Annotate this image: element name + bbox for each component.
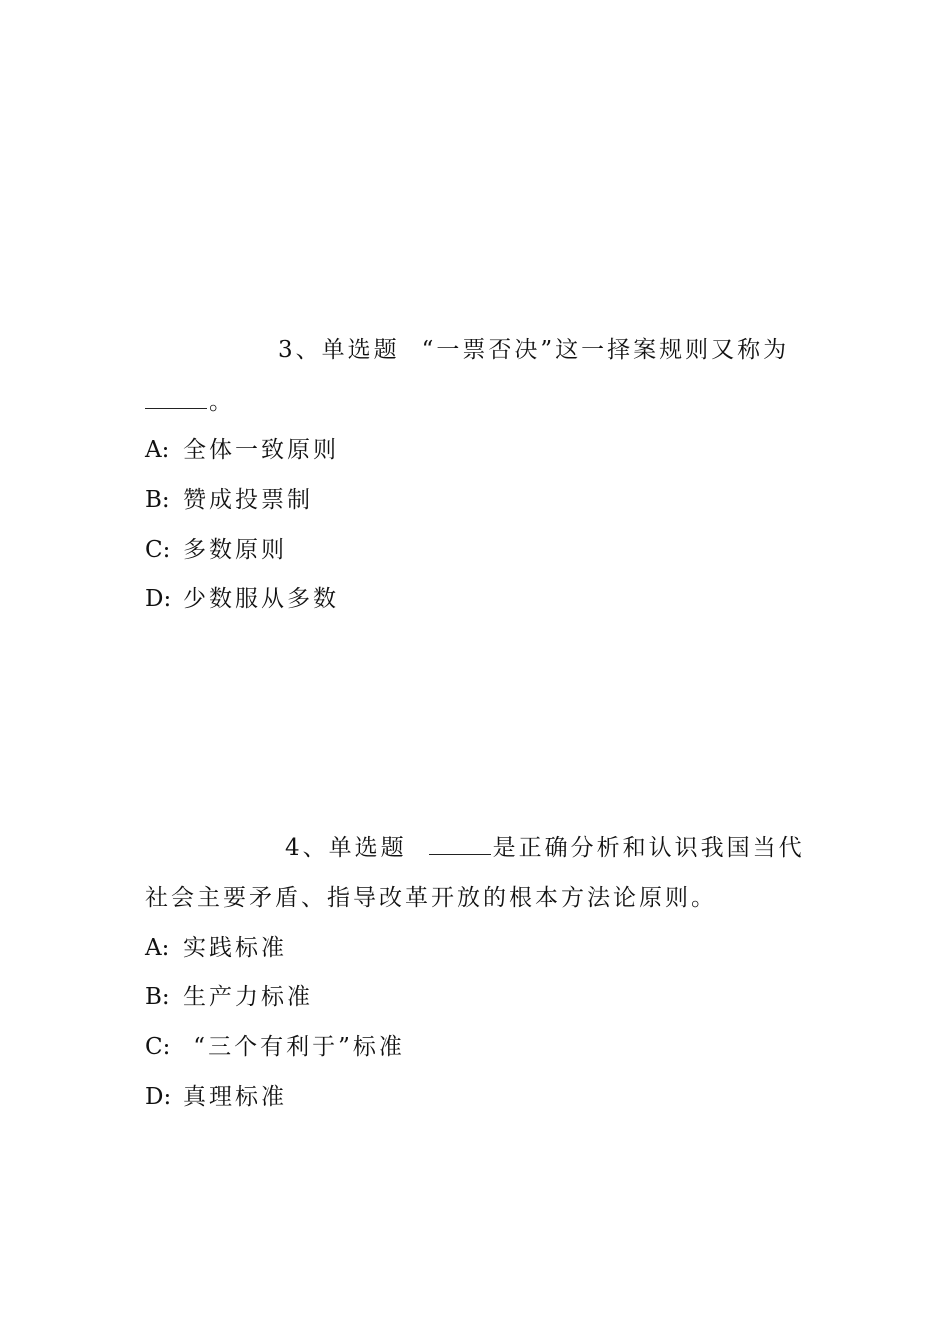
option-letter: A:: [145, 437, 170, 463]
question-number: 3、: [278, 337, 322, 363]
option-c: [145, 1033, 405, 1061]
question-stem: 社会主要矛盾、指导改革开放的根本方法论原则。: [145, 885, 717, 911]
option-letter: A:: [145, 935, 170, 961]
question-4-heading: [285, 834, 805, 862]
option-text: 真理标准: [183, 1084, 287, 1110]
question-4-stem-continuation: [145, 884, 717, 912]
option-letter: D:: [145, 1084, 172, 1110]
option-text: 生产力标准: [183, 984, 313, 1010]
option-letter: C:: [145, 1034, 171, 1060]
option-text: 赞成投票制: [183, 487, 313, 513]
option-letter: C:: [145, 537, 171, 563]
option-letter: B:: [145, 984, 170, 1010]
question-stem: 是正确分析和认识我国当代: [492, 835, 805, 861]
option-a: [145, 934, 287, 962]
option-b: [145, 983, 313, 1011]
option-text: “三个有利于”标准: [183, 1034, 405, 1060]
question-3-heading: [278, 336, 789, 364]
stem-suffix: 。: [209, 389, 235, 415]
option-letter: B:: [145, 487, 170, 513]
option-b: [145, 486, 313, 514]
option-text: 少数服从多数: [183, 586, 339, 612]
option-text: 全体一致原则: [183, 437, 339, 463]
question-stem: “一票否决”这一择案规则又称为: [421, 337, 790, 363]
option-text: 实践标准: [183, 935, 287, 961]
answer-blank: [145, 390, 207, 409]
option-d: [145, 1083, 287, 1111]
option-text: 多数原则: [183, 537, 287, 563]
option-a: [145, 436, 339, 464]
question-3-stem-continuation: [145, 388, 235, 416]
option-d: [145, 585, 339, 613]
answer-blank: [429, 836, 491, 855]
option-c: [145, 536, 287, 564]
question-type: 单选题: [328, 835, 407, 861]
question-number: 4、: [285, 835, 329, 861]
question-type: 单选题: [321, 337, 400, 363]
option-letter: D:: [145, 586, 172, 612]
